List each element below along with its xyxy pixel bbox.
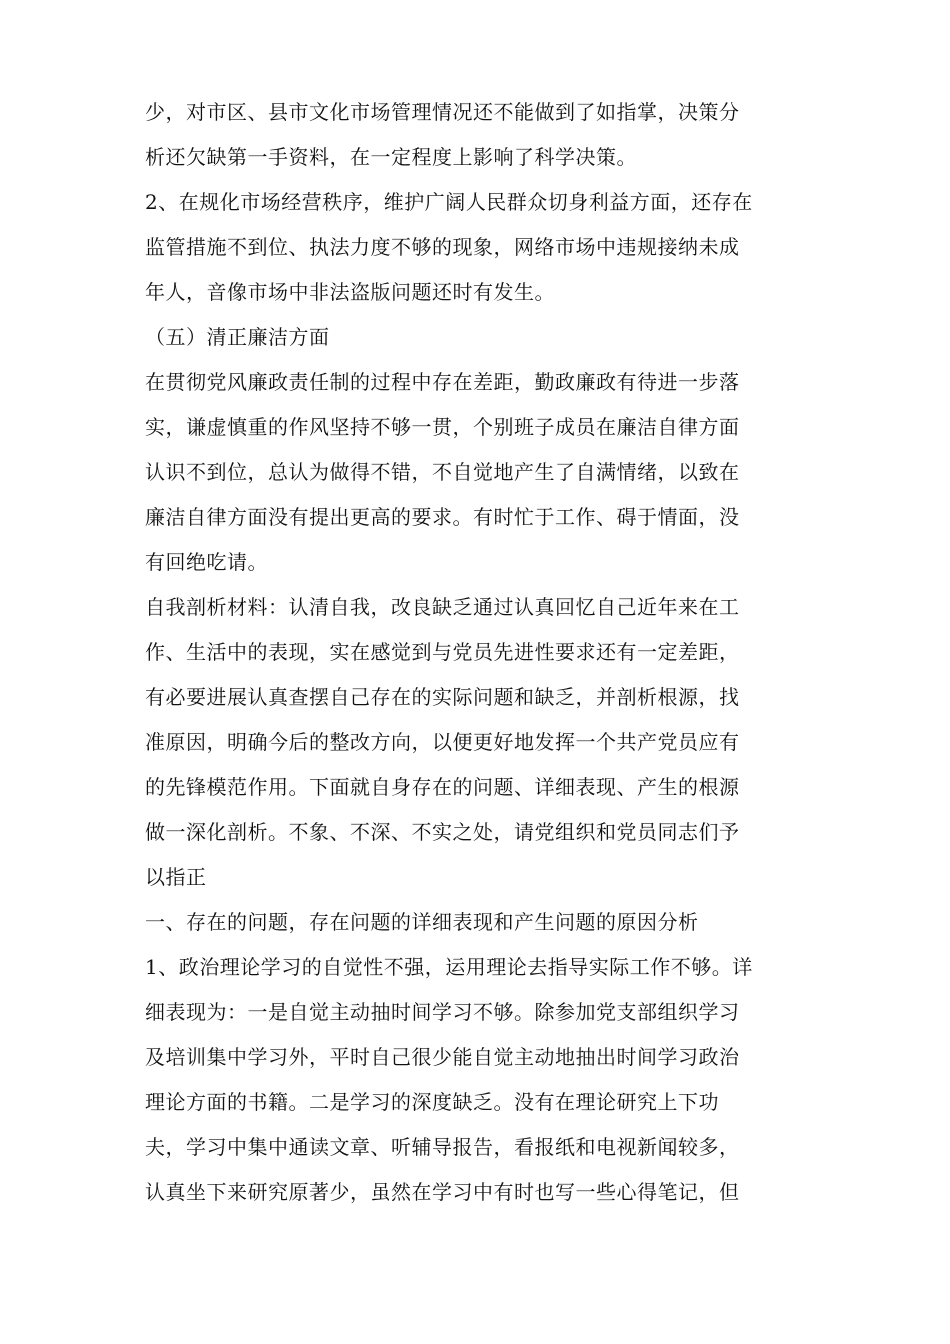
heading-text: （五）清正廉洁方面 [145, 325, 330, 349]
text-line: 认识不到位，总认为做得不错，不自觉地产生了自满情绪，以致在 [145, 460, 740, 484]
heading-text: 一、存在的问题，存在问题的详细表现和产生问题的原因分析 [145, 910, 699, 934]
text-line: 细表现为：一是自觉主动抽时间学习不够。除参加党支部组织学习 [145, 1000, 740, 1024]
paragraph-market-management [145, 90, 825, 180]
paragraph-market-order [145, 180, 825, 315]
text-line: 2、在规化市场经营秩序，维护广阔人民群众切身利益方面，还存在 [145, 190, 753, 214]
document-body [145, 90, 825, 1215]
section-heading-problems [145, 900, 825, 945]
text-line: 实，谦虚慎重的作风坚持不够一贯，个别班子成员在廉洁自律方面 [145, 415, 740, 439]
text-line: 少，对市区、县市文化市场管理情况还不能做到了如指掌，决策分 [145, 100, 740, 124]
text-line: 有回绝吃请。 [145, 550, 268, 574]
text-line: 1、政治理论学习的自觉性不强，运用理论去指导实际工作不够。详 [145, 955, 753, 979]
text-line: 自我剖析材料：认清自我，改良缺乏通过认真回忆自己近年来在工 [145, 595, 740, 619]
text-line: 及培训集中学习外，平时自己很少能自觉主动地抽出时间学习政治 [145, 1045, 740, 1069]
text-line: 理论方面的书籍。二是学习的深度缺乏。没有在理论研究上下功 [145, 1090, 719, 1114]
paragraph-self-analysis [145, 585, 825, 900]
text-line: 在贯彻党风廉政责任制的过程中存在差距，勤政廉政有待进一步落 [145, 370, 740, 394]
text-line: 作、生活中的表现，实在感觉到与党员先进性要求还有一定差距， [145, 640, 740, 664]
text-line: 夫，学习中集中通读文章、听辅导报告，看报纸和电视新闻较多， [145, 1135, 740, 1159]
paragraph-theory-study [145, 945, 825, 1215]
text-line: 监管措施不到位、执法力度不够的现象，网络市场中违规接纳未成 [145, 235, 740, 259]
text-line: 有必要进展认真查摆自己存在的实际问题和缺乏，并剖析根源，找 [145, 685, 740, 709]
text-line: 廉洁自律方面没有提出更高的要求。有时忙于工作、碍于情面，没 [145, 505, 740, 529]
text-line: 准原因，明确今后的整改方向，以便更好地发挥一个共产党员应有 [145, 730, 740, 754]
section-heading-integrity [145, 315, 825, 360]
text-line: 的先锋模范作用。下面就自身存在的问题、详细表现、产生的根源 [145, 775, 740, 799]
text-line: 析还欠缺第一手资料，在一定程度上影响了科学决策。 [145, 145, 637, 169]
text-line: 做一深化剖析。不象、不深、不实之处，请党组织和党员同志们予 [145, 820, 740, 844]
text-line: 年人，音像市场中非法盗版问题还时有发生。 [145, 280, 555, 304]
text-line: 以指正 [145, 865, 207, 889]
text-line: 认真坐下来研究原著少，虽然在学习中有时也写一些心得笔记，但 [145, 1180, 740, 1204]
paragraph-integrity [145, 360, 825, 585]
